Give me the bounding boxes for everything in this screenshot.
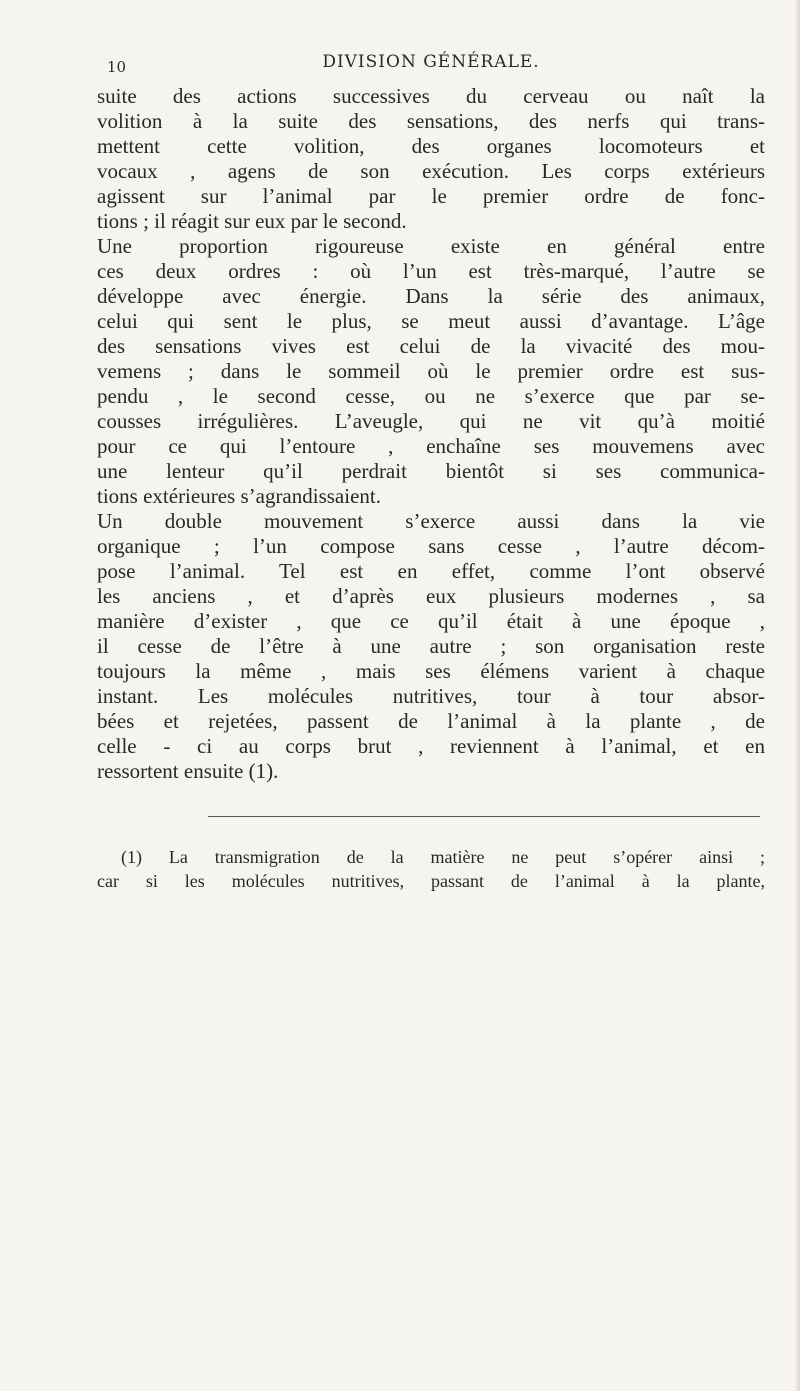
text-line: ressortent ensuite (1).	[97, 759, 279, 783]
text-line: manière d’exister , que ce qu’il était à une époque ,	[97, 609, 765, 633]
text-line: pose l’animal. Tel est en effet, comme l’ont observé	[97, 559, 765, 583]
text-line: développe avec énergie. Dans la série des animaux,	[97, 284, 765, 308]
text-line: mettent cette volition, des organes locomoteurs et	[97, 134, 765, 158]
text-line: tions extérieures s’agrandissaient.	[97, 484, 381, 508]
page-header	[97, 52, 765, 80]
body-text	[97, 84, 765, 784]
text-line: suite des actions successives du cerveau ou naît la	[97, 84, 765, 108]
footnote-divider	[208, 816, 760, 817]
text-line: ces deux ordres : où l’un est très-marqué, l’autre se	[97, 259, 765, 283]
footnote-line: (1) La transmigration de la matière ne peut s’opérer ainsi ;	[121, 847, 765, 867]
footnote	[97, 845, 765, 893]
page-edge	[794, 0, 800, 1391]
text-line: pendu , le second cesse, ou ne s’exerce que par se-	[97, 384, 765, 408]
text-line: vemens ; dans le sommeil où le premier ordre est sus-	[97, 359, 765, 383]
text-line: vocaux , agens de son exécution. Les corps extérieurs	[97, 159, 765, 183]
text-line: agissent sur l’animal par le premier ordre de fonc-	[97, 184, 765, 208]
text-line: toujours la même , mais ses élémens varient à chaque	[97, 659, 765, 683]
text-line: il cesse de l’être à une autre ; son organisation reste	[97, 634, 765, 658]
text-line: instant. Les molécules nutritives, tour à tour absor-	[97, 684, 765, 708]
text-line: celle - ci au corps brut , reviennent à l’animal, et en	[97, 734, 765, 758]
text-line: organique ; l’un compose sans cesse , l’autre décom-	[97, 534, 765, 558]
text-line: celui qui sent le plus, se meut aussi d’avantage. L’âge	[97, 309, 765, 333]
text-line: une lenteur qu’il perdrait bientôt si ses communica-	[97, 459, 765, 483]
text-line: des sensations vives est celui de la vivacité des mou-	[97, 334, 765, 358]
text-line: les anciens , et d’après eux plusieurs modernes , sa	[97, 584, 765, 608]
text-line: pour ce qui l’entoure , enchaîne ses mouvemens avec	[97, 434, 765, 458]
text-line: Un double mouvement s’exerce aussi dans la vie	[97, 509, 765, 533]
text-line: cousses irrégulières. L’aveugle, qui ne vit qu’à moitié	[97, 409, 765, 433]
page-number: 10	[107, 58, 127, 76]
text-line: bées et rejetées, passent de l’animal à la plante , de	[97, 709, 765, 733]
text-line: volition à la suite des sensations, des nerfs qui trans-	[97, 109, 765, 133]
text-line: tions ; il réagit sur eux par le second.	[97, 209, 407, 233]
text-line: Une proportion rigoureuse existe en général entre	[97, 234, 765, 258]
running-title: DIVISION GÉNÉRALE.	[322, 52, 540, 72]
footnote-line: car si les molécules nutritives, passant de l’animal à la plante,	[97, 871, 765, 891]
